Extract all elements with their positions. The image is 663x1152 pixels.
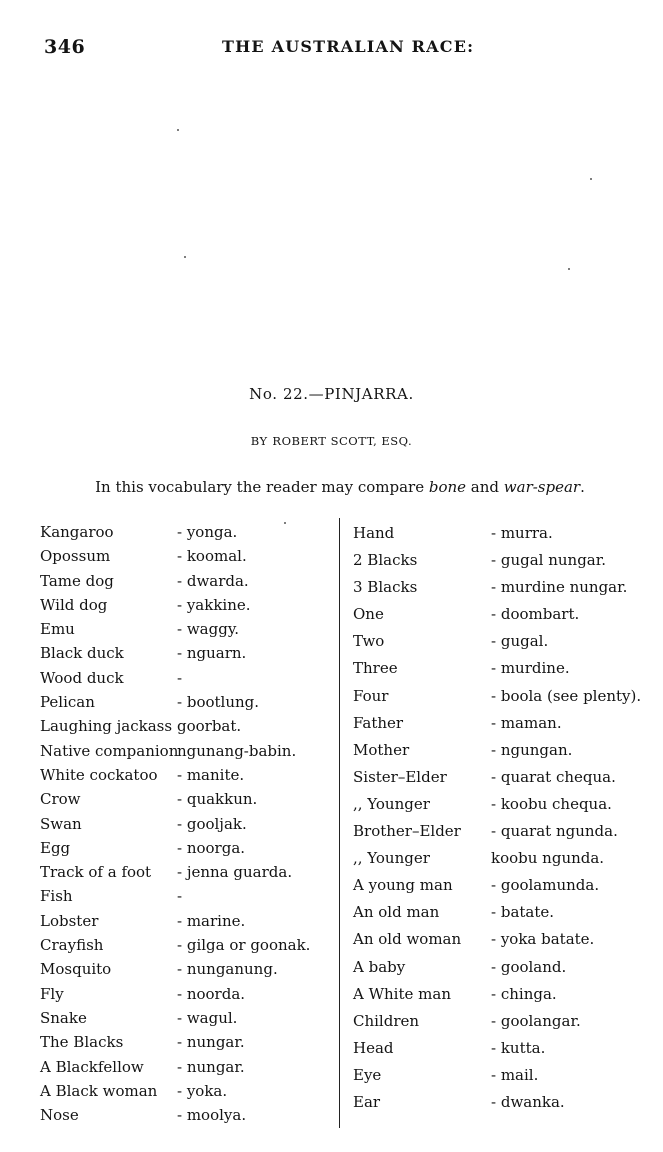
native-word: - — [177, 668, 183, 687]
native-word: - — [177, 887, 183, 906]
english-word: An old man — [353, 903, 440, 922]
english-word: One — [353, 605, 384, 624]
vocabulary-left-column — [40, 520, 332, 1127]
native-word: - wagul. — [177, 1008, 238, 1027]
intro-word-war-spear: war-spear — [503, 478, 581, 496]
print-speck — [284, 522, 286, 524]
section-title: No. 22.—PINJARRA. — [249, 385, 414, 403]
vocabulary-row — [353, 899, 653, 926]
vocabulary-row — [353, 764, 653, 791]
print-speck — [177, 129, 179, 131]
vocabulary-row — [40, 1103, 332, 1127]
native-word: - waggy. — [177, 620, 240, 639]
english-word: Emu — [40, 620, 75, 639]
english-word: Crow — [40, 790, 81, 809]
vocabulary-row — [40, 763, 332, 787]
english-word: Nose — [40, 1106, 79, 1125]
vocabulary-row — [353, 520, 653, 547]
english-word: Lobster — [40, 911, 99, 930]
native-word: - ngungan. — [491, 740, 573, 759]
english-word: Three — [353, 659, 398, 678]
english-word: Native companion — [40, 741, 179, 760]
vocabulary-row — [353, 1062, 653, 1089]
native-word: - nungar. — [177, 1057, 245, 1076]
vocabulary-row — [40, 909, 332, 933]
running-title: THE AUSTRALIAN RACE: — [222, 37, 475, 56]
english-word: Wood duck — [40, 668, 124, 687]
vocabulary-row — [353, 954, 653, 981]
native-word: - murra. — [491, 524, 553, 542]
native-word: - maman. — [491, 713, 562, 732]
native-word: - marine. — [177, 911, 246, 930]
vocabulary-row — [40, 714, 332, 738]
vocabulary-row — [353, 1008, 653, 1035]
english-word: Sister–Elder — [353, 767, 447, 786]
english-word: Track of a foot — [40, 863, 152, 882]
vocabulary-right-column — [353, 520, 653, 1116]
english-word: Two — [353, 632, 385, 651]
print-speck — [184, 256, 186, 258]
native-word: - yonga. — [177, 523, 238, 541]
native-word: - chinga. — [491, 984, 557, 1003]
native-word: - batate. — [491, 903, 555, 922]
vocabulary-row — [40, 593, 332, 617]
english-word: Black duck — [40, 644, 124, 663]
intro-note — [0, 478, 663, 496]
vocabulary-row — [353, 601, 653, 628]
english-word: Crayfish — [40, 936, 104, 955]
vocabulary-row — [353, 547, 653, 574]
vocabulary-row — [353, 1089, 653, 1116]
native-word: koobu ngunda. — [491, 849, 605, 868]
native-word: - dwanka. — [491, 1092, 565, 1111]
english-word: Father — [353, 713, 404, 732]
page-number: 346 — [44, 36, 86, 58]
vocabulary-row — [353, 737, 653, 764]
native-word: - koobu chequa. — [491, 794, 612, 813]
vocabulary-row — [40, 836, 332, 860]
vocabulary-row — [353, 1035, 653, 1062]
intro-text-end: . — [580, 478, 585, 496]
english-word: Opossum — [40, 547, 111, 566]
english-word: Laughing jackass — [40, 717, 173, 736]
native-word: - noorga. — [177, 838, 246, 857]
native-word: ngunang-babin. — [177, 741, 297, 760]
native-word: - gooljak. — [177, 814, 247, 833]
english-word: Ear — [353, 1092, 381, 1111]
native-word: - quarat chequa. — [491, 767, 616, 786]
english-word: An old woman — [353, 930, 462, 949]
native-word: - murdine nungar. — [491, 578, 628, 597]
native-word: - mail. — [491, 1065, 539, 1084]
native-word: - dwarda. — [177, 571, 249, 590]
vocabulary-row — [40, 739, 332, 763]
author-suffix: , ESQ. — [373, 434, 413, 448]
native-word: - gugal nungar. — [491, 551, 607, 570]
vocabulary-row — [40, 520, 332, 544]
native-word: - bootlung. — [177, 693, 260, 712]
native-word: - yoka. — [177, 1081, 228, 1100]
native-word: - yoka batate. — [491, 930, 595, 949]
vocabulary-row — [40, 812, 332, 836]
vocabulary-row — [353, 574, 653, 601]
native-word: - moolya. — [177, 1106, 247, 1125]
english-word: Kangaroo — [40, 523, 114, 541]
english-word: Mosquito — [40, 960, 112, 979]
english-word: Four — [353, 686, 389, 705]
english-word: A White man — [353, 984, 451, 1003]
native-word: - manite. — [177, 765, 245, 784]
vocabulary-row — [40, 544, 332, 568]
english-word: A Blackfellow — [40, 1057, 144, 1076]
author-line — [0, 431, 663, 449]
english-word: Snake — [40, 1008, 87, 1027]
vocabulary-row — [40, 860, 332, 884]
vocabulary-row — [353, 628, 653, 655]
vocabulary-row — [353, 845, 653, 872]
author-prefix: BY — [250, 434, 268, 448]
vocabulary-row — [40, 933, 332, 957]
author-name: ROBERT SCOTT — [272, 434, 374, 448]
english-word: A young man — [353, 876, 453, 895]
native-word: - yakkine. — [177, 595, 251, 614]
vocabulary-row — [40, 690, 332, 714]
vocabulary-row — [40, 1006, 332, 1030]
english-word: ,, Younger — [353, 849, 430, 868]
english-word: Egg — [40, 838, 71, 857]
native-word: - goolangar. — [491, 1011, 581, 1030]
intro-word-bone: bone — [428, 478, 467, 496]
english-word: Wild dog — [40, 595, 108, 614]
vocabulary-row — [353, 655, 653, 682]
vocabulary-row — [40, 1079, 332, 1103]
native-word: - jenna guarda. — [177, 863, 293, 882]
native-word: - gilga or goonak. — [177, 936, 311, 955]
native-word: - gooland. — [491, 957, 567, 976]
english-word: White cockatoo — [40, 765, 158, 784]
vocabulary-row — [40, 982, 332, 1006]
native-word: - gugal. — [491, 632, 549, 651]
intro-text-mid: and — [466, 478, 504, 496]
english-word: The Blacks — [40, 1033, 124, 1052]
vocabulary-row — [353, 818, 653, 845]
english-word: Head — [353, 1038, 394, 1057]
native-word: - quarat ngunda. — [491, 822, 618, 841]
vocabulary-row — [40, 666, 332, 690]
english-word: 3 Blacks — [353, 578, 418, 597]
print-speck — [590, 178, 592, 180]
native-word: - goolamunda. — [491, 876, 600, 895]
vocabulary-row — [40, 1055, 332, 1079]
native-word: - nguarn. — [177, 644, 247, 663]
column-divider — [339, 518, 340, 1128]
native-word: - murdine. — [491, 659, 570, 678]
native-word: - quakkun. — [177, 790, 258, 809]
native-word: - boola (see plenty). — [491, 686, 642, 705]
print-speck — [568, 268, 570, 270]
native-word: goorbat. — [177, 717, 242, 736]
vocabulary-row — [353, 683, 653, 710]
english-word: Eye — [353, 1065, 382, 1084]
vocabulary-row — [353, 872, 653, 899]
english-word: Swan — [40, 814, 82, 833]
native-word: - koomal. — [177, 547, 247, 566]
english-word: Fly — [40, 984, 64, 1003]
vocabulary-row — [40, 641, 332, 665]
vocabulary-row — [40, 569, 332, 593]
vocabulary-row — [353, 926, 653, 953]
english-word: 2 Blacks — [353, 551, 418, 570]
vocabulary-row — [353, 710, 653, 737]
vocabulary-row — [40, 957, 332, 981]
native-word: - doombart. — [491, 605, 580, 624]
english-word: Fish — [40, 887, 73, 906]
native-word: - nunganung. — [177, 960, 278, 979]
intro-text-start: In this vocabulary the reader may compare — [95, 478, 429, 496]
english-word: A Black woman — [40, 1081, 158, 1100]
vocabulary-row — [40, 617, 332, 641]
vocabulary-row — [353, 981, 653, 1008]
vocabulary-row — [40, 1030, 332, 1054]
english-word: Children — [353, 1011, 420, 1030]
native-word: - noorda. — [177, 984, 246, 1003]
native-word: - kutta. — [491, 1038, 546, 1057]
vocabulary-row — [40, 884, 332, 908]
native-word: - nungar. — [177, 1033, 245, 1052]
english-word: A baby — [353, 957, 406, 976]
english-word: Pelican — [40, 693, 95, 712]
english-word: Brother–Elder — [353, 822, 461, 841]
vocabulary-row — [40, 787, 332, 811]
english-word: Tame dog — [40, 571, 114, 590]
vocabulary-row — [353, 791, 653, 818]
english-word: Hand — [353, 524, 395, 542]
english-word: ,, Younger — [353, 794, 430, 813]
english-word: Mother — [353, 740, 410, 759]
